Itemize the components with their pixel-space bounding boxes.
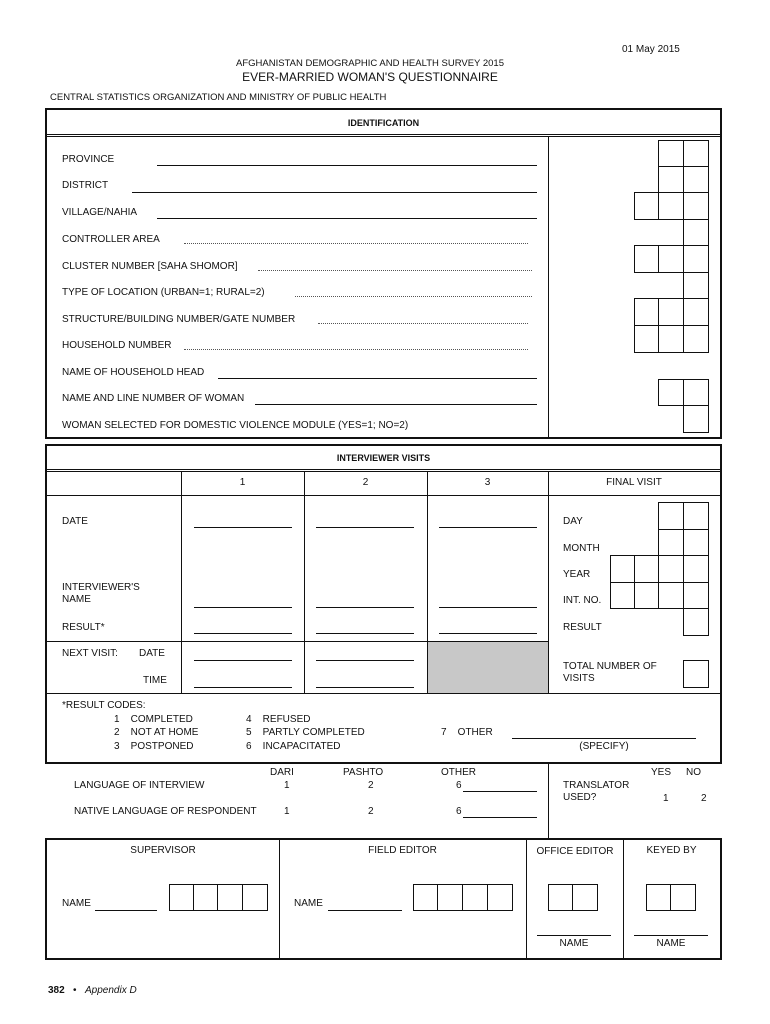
province-code-box[interactable] bbox=[683, 140, 709, 167]
keyed-by-code-box[interactable] bbox=[646, 884, 671, 911]
cluster-code-box[interactable] bbox=[683, 245, 709, 273]
int-no-code-box[interactable] bbox=[634, 582, 659, 609]
district-label: DISTRICT bbox=[62, 180, 109, 191]
controller-area-code-box[interactable] bbox=[683, 219, 709, 246]
form-date: 01 May 2015 bbox=[622, 44, 680, 55]
field-editor-code-box[interactable] bbox=[487, 884, 513, 911]
final-result-label: RESULT bbox=[563, 622, 602, 633]
supervisor-code-box[interactable] bbox=[242, 884, 268, 911]
identification-heading: IDENTIFICATION bbox=[347, 118, 420, 128]
visit3-date-input[interactable] bbox=[439, 527, 537, 528]
result-code-6: 6 INCAPACITATED bbox=[246, 741, 341, 752]
footer-section: Appendix D bbox=[85, 985, 137, 996]
office-editor-name-input[interactable] bbox=[537, 935, 611, 936]
household-number-label: HOUSEHOLD NUMBER bbox=[62, 340, 172, 351]
result-codes-heading: *RESULT CODES: bbox=[62, 700, 146, 711]
result-code-5: 5 PARTLY COMPLETED bbox=[246, 727, 365, 738]
year-code-box[interactable] bbox=[658, 555, 684, 583]
day-code-box[interactable] bbox=[658, 502, 684, 530]
total-visits-label: TOTAL NUMBER OF VISITS bbox=[563, 661, 657, 684]
native-lang-other-code[interactable]: 6 bbox=[456, 806, 462, 817]
survey-name: AFGHANISTAN DEMOGRAPHIC AND HEALTH SURVEY 2015 bbox=[235, 58, 504, 69]
interview-lang-other-input[interactable] bbox=[463, 791, 537, 792]
field-editor-name-label: NAME bbox=[294, 898, 323, 909]
final-visit-header: FINAL VISIT bbox=[606, 477, 662, 488]
visit2-name-input[interactable] bbox=[316, 607, 414, 608]
final-int-no-label: INT. NO. bbox=[563, 595, 602, 606]
dv-module-code-box[interactable] bbox=[683, 405, 709, 433]
woman-line-code-box[interactable] bbox=[683, 379, 709, 406]
visit-col-2: 2 bbox=[362, 477, 369, 488]
visit2-result-input[interactable] bbox=[316, 633, 414, 634]
result-code-7: 7 OTHER bbox=[441, 727, 493, 738]
field-editor-code-box[interactable] bbox=[462, 884, 488, 911]
field-editor-code-box[interactable] bbox=[437, 884, 463, 911]
year-code-box[interactable] bbox=[634, 555, 659, 583]
structure-code-box[interactable] bbox=[683, 298, 709, 326]
result-code-4: 4 REFUSED bbox=[246, 714, 311, 725]
translator-label: TRANSLATOR USED? bbox=[563, 780, 630, 803]
shaded-cell bbox=[428, 642, 548, 693]
supervisor-code-box[interactable] bbox=[169, 884, 194, 911]
structure-code-box[interactable] bbox=[634, 298, 659, 326]
visit3-name-input[interactable] bbox=[439, 607, 537, 608]
supervisor-name-label: NAME bbox=[62, 898, 91, 909]
household-head-label: NAME OF HOUSEHOLD HEAD bbox=[62, 367, 205, 378]
structure-number-label: STRUCTURE/BUILDING NUMBER/GATE NUMBER bbox=[62, 314, 296, 325]
household-code-box[interactable] bbox=[658, 325, 684, 353]
result-code-box[interactable] bbox=[683, 608, 709, 636]
woman-line-code-box[interactable] bbox=[658, 379, 684, 406]
office-editor-code-box[interactable] bbox=[548, 884, 573, 911]
native-lang-other-input[interactable] bbox=[463, 817, 537, 818]
month-code-box[interactable] bbox=[683, 529, 709, 556]
province-label: PROVINCE bbox=[62, 154, 115, 165]
woman-name-input[interactable] bbox=[255, 404, 537, 405]
keyed-by-code-box[interactable] bbox=[670, 884, 696, 911]
int-no-code-box[interactable] bbox=[610, 582, 635, 609]
translator-no-code[interactable]: 2 bbox=[701, 793, 707, 804]
village-label: VILLAGE/NAHIA bbox=[62, 207, 138, 218]
identification-section bbox=[45, 108, 722, 439]
page-title: EVER-MARRIED WOMAN'S QUESTIONNAIRE bbox=[242, 70, 498, 84]
next-visit-time-label: TIME bbox=[143, 675, 167, 686]
district-code-box[interactable] bbox=[683, 166, 709, 193]
visit1-result-input[interactable] bbox=[194, 633, 292, 634]
field-editor-name-input[interactable] bbox=[328, 910, 402, 911]
final-month-label: MONTH bbox=[563, 543, 600, 554]
visit2-next-time-input[interactable] bbox=[316, 687, 414, 688]
village-code-box[interactable] bbox=[658, 192, 684, 220]
int-no-code-box[interactable] bbox=[683, 582, 709, 609]
province-code-box[interactable] bbox=[658, 140, 684, 167]
keyed-by-heading: KEYED BY bbox=[646, 845, 697, 856]
total-visits-box[interactable] bbox=[683, 660, 709, 688]
specify-label: (SPECIFY) bbox=[579, 741, 629, 752]
lang-header-other: OTHER bbox=[441, 767, 476, 778]
visit1-date-input[interactable] bbox=[194, 527, 292, 528]
native-lang-pashto-code[interactable]: 2 bbox=[368, 806, 374, 817]
keyed-by-name-label: NAME bbox=[656, 938, 686, 949]
day-code-box[interactable] bbox=[683, 502, 709, 530]
translator-no-header: NO bbox=[686, 767, 701, 778]
other-specify-input[interactable] bbox=[512, 738, 696, 739]
next-visit-date-label: DATE bbox=[139, 648, 165, 659]
interview-language-label: LANGUAGE OF INTERVIEW bbox=[74, 780, 205, 791]
structure-code-box[interactable] bbox=[658, 298, 684, 326]
visits-heading: INTERVIEWER VISITS bbox=[336, 453, 431, 463]
year-code-box[interactable] bbox=[610, 555, 635, 583]
field-editor-code-box[interactable] bbox=[413, 884, 438, 911]
village-code-box[interactable] bbox=[634, 192, 659, 220]
lang-header-dari: DARI bbox=[270, 767, 294, 778]
dv-module-label: WOMAN SELECTED FOR DOMESTIC VIOLENCE MODULE (YES=1; NO=2) bbox=[62, 420, 409, 431]
visit-col-1: 1 bbox=[239, 477, 246, 488]
year-code-box[interactable] bbox=[683, 555, 709, 583]
next-visit-label: NEXT VISIT: bbox=[62, 648, 118, 659]
result-code-1: 1 COMPLETED bbox=[114, 714, 193, 725]
household-code-box[interactable] bbox=[634, 325, 659, 353]
result-code-3: 3 POSTPONED bbox=[114, 741, 194, 752]
result-label: RESULT* bbox=[62, 622, 105, 633]
visit2-date-input[interactable] bbox=[316, 527, 414, 528]
page-number: 382 bbox=[48, 985, 65, 996]
controller-area-label: CONTROLLER AREA bbox=[62, 234, 160, 245]
office-editor-heading: OFFICE EDITOR bbox=[536, 846, 614, 857]
translator-yes-header: YES bbox=[651, 767, 672, 778]
village-code-box[interactable] bbox=[683, 192, 709, 220]
location-type-label: TYPE OF LOCATION (URBAN=1; RURAL=2) bbox=[62, 287, 265, 298]
interviewer-name-label: INTERVIEWER'S NAME bbox=[62, 582, 140, 605]
visit3-result-input[interactable] bbox=[439, 633, 537, 634]
district-code-box[interactable] bbox=[658, 166, 684, 193]
village-input[interactable] bbox=[157, 218, 537, 219]
location-type-code-box[interactable] bbox=[683, 272, 709, 299]
cluster-code-box[interactable] bbox=[634, 245, 659, 273]
visit1-next-time-input[interactable] bbox=[194, 687, 292, 688]
supervisor-name-input[interactable] bbox=[95, 910, 157, 911]
translator-yes-code[interactable]: 1 bbox=[663, 793, 669, 804]
cluster-number-label: CLUSTER NUMBER [SAHA SHOMOR] bbox=[62, 261, 238, 272]
date-label: DATE bbox=[62, 516, 88, 527]
office-editor-code-box[interactable] bbox=[572, 884, 598, 911]
interview-lang-dari-code[interactable]: 1 bbox=[284, 780, 290, 791]
int-no-code-box[interactable] bbox=[658, 582, 684, 609]
interview-lang-other-code[interactable]: 6 bbox=[456, 780, 462, 791]
field-editor-heading: FIELD EDITOR bbox=[368, 845, 437, 856]
visit1-name-input[interactable] bbox=[194, 607, 292, 608]
footer-bullet: • bbox=[73, 985, 77, 996]
cluster-code-box[interactable] bbox=[658, 245, 684, 273]
organization: CENTRAL STATISTICS ORGANIZATION AND MINISTRY OF PUBLIC HEALTH bbox=[50, 92, 387, 103]
lang-header-pashto: PASHTO bbox=[343, 767, 384, 778]
interview-lang-pashto-code[interactable]: 2 bbox=[368, 780, 374, 791]
visit-col-3: 3 bbox=[484, 477, 491, 488]
supervisor-code-box[interactable] bbox=[193, 884, 218, 911]
province-input[interactable] bbox=[157, 165, 537, 166]
visit2-next-date-input[interactable] bbox=[316, 660, 414, 661]
final-year-label: YEAR bbox=[563, 569, 591, 580]
month-code-box[interactable] bbox=[658, 529, 684, 556]
supervisor-heading: SUPERVISOR bbox=[130, 845, 196, 856]
office-editor-name-label: NAME bbox=[559, 938, 589, 949]
native-language-label: NATIVE LANGUAGE OF RESPONDENT bbox=[74, 806, 257, 817]
woman-name-label: NAME AND LINE NUMBER OF WOMAN bbox=[62, 393, 245, 404]
result-code-2: 2 NOT AT HOME bbox=[114, 727, 199, 738]
household-code-box[interactable] bbox=[683, 325, 709, 353]
supervisor-code-box[interactable] bbox=[217, 884, 243, 911]
final-day-label: DAY bbox=[563, 516, 583, 527]
visit1-next-date-input[interactable] bbox=[194, 660, 292, 661]
keyed-by-name-input[interactable] bbox=[634, 935, 708, 936]
district-input[interactable] bbox=[132, 192, 537, 193]
household-head-input[interactable] bbox=[218, 378, 537, 379]
native-lang-dari-code[interactable]: 1 bbox=[284, 806, 290, 817]
